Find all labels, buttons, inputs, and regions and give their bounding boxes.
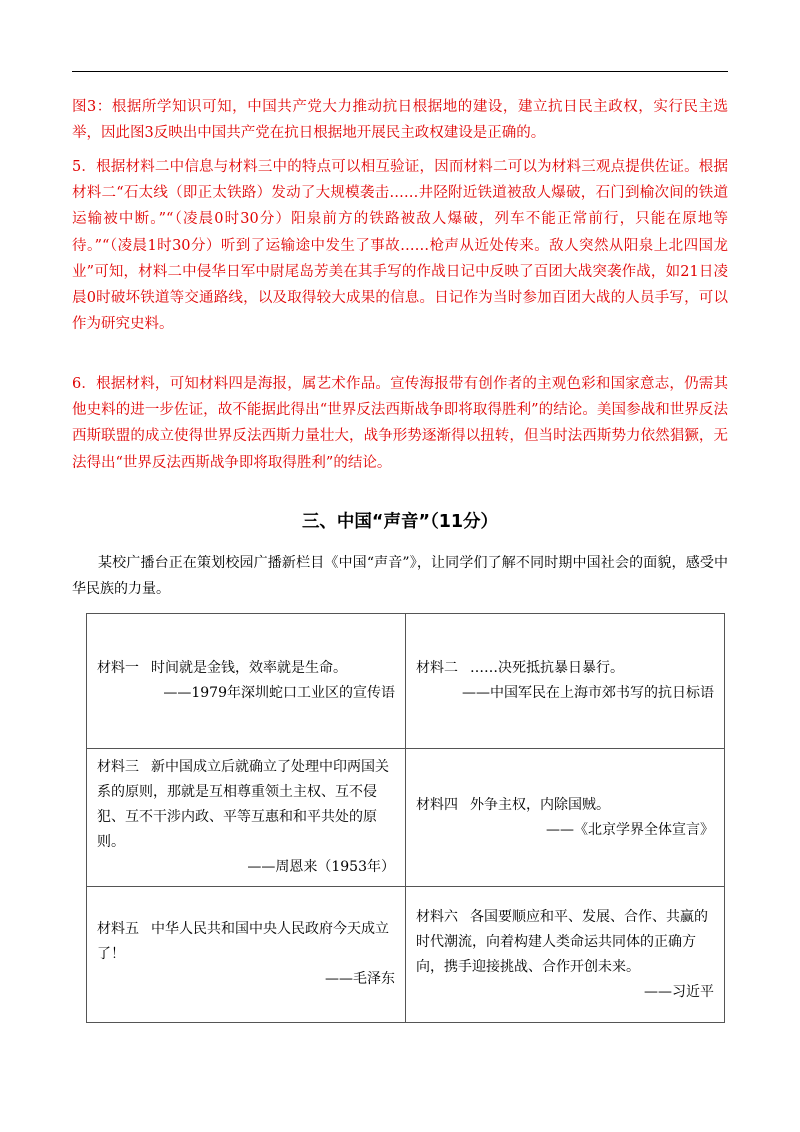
answer-item-6 <box>72 371 728 476</box>
material-6-cell <box>406 887 725 1023</box>
section-title: 三、中国“声音”（11分） <box>301 512 499 532</box>
materials-table <box>86 613 725 1023</box>
material-3-label: 材料三 <box>97 759 139 775</box>
material-5-label: 材料五 <box>97 921 139 937</box>
material-5-cell <box>87 887 406 1023</box>
answer-item-6-text: 6．根据材料，可知材料四是海报，属艺术作品。宣传海报带有创作者的主观色彩和国家意志，仍需其他史料的进一步佐证，故不能据此得出“世界反法西斯战争即将取得胜利”的结论。美国参战和世界反法西斯联盟的成立使得世界反法西斯力量壮大，战争形势逐渐得以扭转，但当时法西斯势力依然猖獗，无法得出“世界反法西斯战争即将取得胜利”的结论。 <box>72 376 728 471</box>
material-3-cell <box>87 749 406 887</box>
material-3-text: 新中国成立后就确立了处理中印两国关系的原则，那就是互相尊重领土主权、互不侵犯、互不干涉内政、平等互惠和和平共处的原则。 <box>97 759 389 850</box>
material-5-source: ——毛泽东 <box>325 971 395 987</box>
material-2-cell <box>406 614 725 749</box>
material-3-source: ——周恩来（1953年） <box>247 859 395 875</box>
material-6-source: ——习近平 <box>644 983 714 1000</box>
material-1-source: ——1979年深圳蛇口工业区的宣传语 <box>163 685 395 701</box>
material-4-cell <box>406 749 725 887</box>
material-5-text: 中华人民共和国中央人民政府今天成立了！ <box>97 921 389 962</box>
answer-figure3-text: 图3：根据所学知识可知，中国共产党大力推动抗日根据地的建设，建立抗日民主政权，实行民主选举，因此图3反映出中国共产党在抗日根据地开展民主政权建设是正确的。 <box>72 99 728 142</box>
answer-item-5 <box>72 154 728 337</box>
material-6-label: 材料六 <box>416 908 458 925</box>
material-1-text: 时间就是金钱，效率就是生命。 <box>151 660 347 676</box>
material-6-text: 各国要顺应和平、发展、合作、共赢的时代潮流，向着构建人类命运共同体的正确方向，携手迎接挑战、合作开创未来。 <box>416 908 708 975</box>
material-4-source: ——《北京学界全体宣言》 <box>546 821 714 838</box>
answer-item-5-text: 5．根据材料二中信息与材料三中的特点可以相互验证，因而材料二可以为材料三观点提供佐证。根据材料二“石太线（即正太铁路）发动了大规模袭击……井陉附近铁道被敌人爆破，石门到榆次间的铁道运输被中断。”“（凌晨0时30分）阳泉前方的铁路被敌人爆破，列车不能正常前行，只能在原地等待。”“（凌晨1时30分）听到了运输途中发生了事故……枪声从近处传来。敌人突然从阳泉上北四国龙业”可知，材料二中侵华日军中尉尾岛芳美在其手写的作战日记中反映了百团大战突袭作战，如21日凌晨0时破坏铁道等交通路线，以及取得较大成果的信息。日记作为当时参加百团大战的人员手写，可以作为研究史料。 <box>72 159 728 333</box>
material-2-source: ——中国军民在上海市郊书写的抗日标语 <box>462 685 714 701</box>
header-rule <box>72 71 728 72</box>
material-1-label: 材料一 <box>97 660 139 676</box>
material-4-text: 外争主权，内除国贼。 <box>470 796 610 813</box>
answer-figure3 <box>72 94 728 146</box>
material-4-label: 材料四 <box>416 796 458 813</box>
material-1-cell <box>87 614 406 749</box>
material-2-text: ……决死抵抗暴日暴行。 <box>470 660 624 676</box>
section-intro: 某校广播台正在策划校园广播新栏目《中国“声音”》，让同学们了解不同时期中国社会的面貌，感受中华民族的力量。 <box>72 555 728 597</box>
material-2-label: 材料二 <box>416 660 458 676</box>
